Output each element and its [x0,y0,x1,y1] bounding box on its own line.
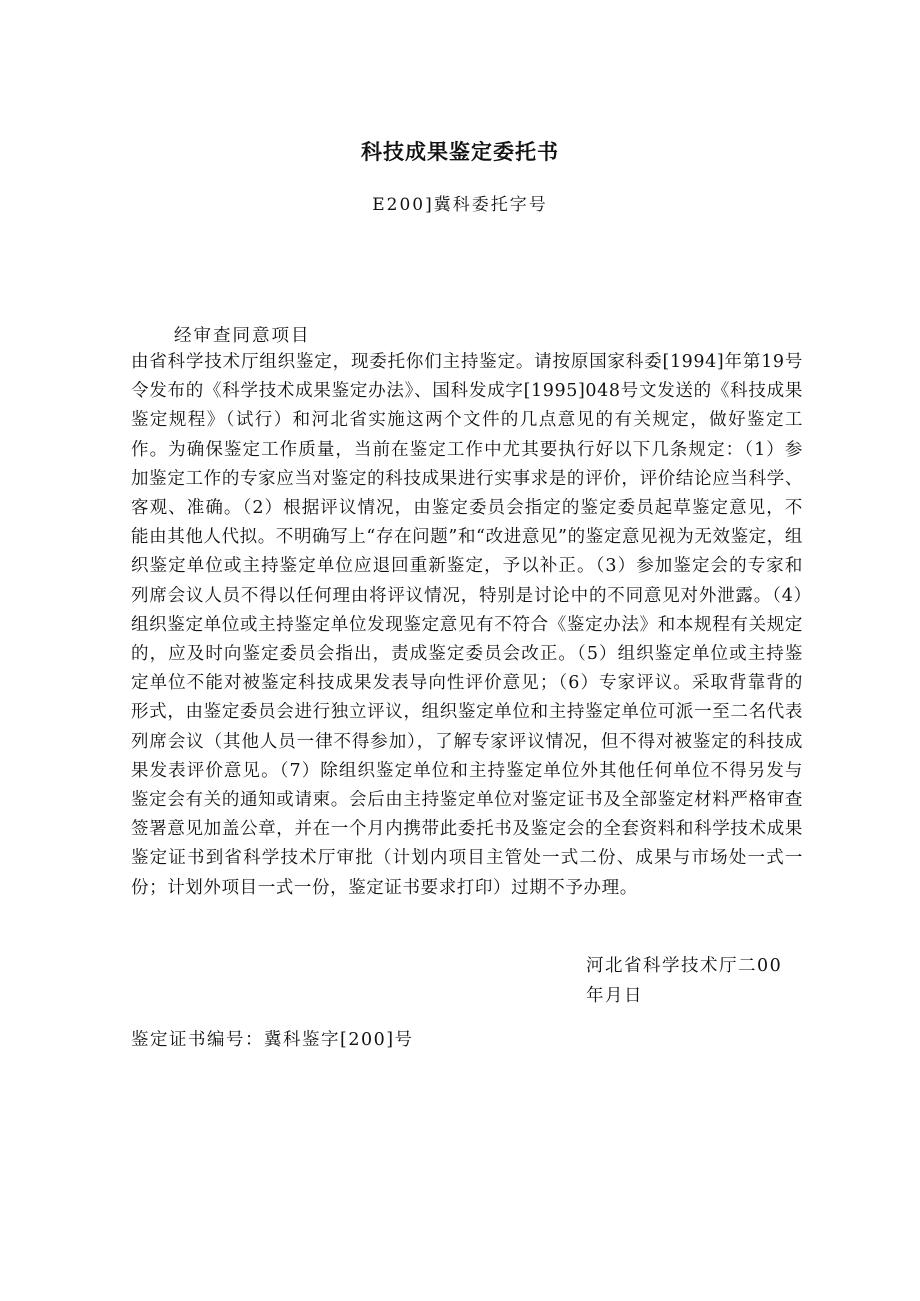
document-title: 科技成果鉴定委托书 [361,139,559,164]
opening-line: 经审查同意项目 [174,326,311,346]
date-line: 年月日 [586,985,643,1006]
certificate-number: 鉴定证书编号：冀科鉴字[200]号 [131,1030,414,1050]
signature-block [586,952,816,1011]
body-paragraph: 由省科学技术厅组织鉴定，现委托你们主持鉴定。请按原国家科委[1994]年第19号令发布的《科学技术成果鉴定办法》、国科发成字[1995]048号文发送的《科技成果鉴定规程》（试行）和河北省实施这两个文件的几点意见的有关规定，做好鉴定工作。为确保鉴定工作质量，当前在鉴定工作中尤其要执行好以下几条规定：（1）参加鉴定工作的专家应当对鉴定的科技成果进行实事求是的评价，评价结论应当科学、客观、准确。（2）根据评议情况，由鉴定委员会指定的鉴定委员起草鉴定意见，不能由其他人代拟。不明确写上“存在问题”和“改进意见”的鉴定意见视为无效鉴定，组织鉴定单位或主持鉴定单位应退回重新鉴定，予以补正。（3）参加鉴定会的专家和列席会议人员不得以任何理由将评议情况，特别是讨论中的不同意见对外泄露。（4）组织鉴定单位或主持鉴定单位发现鉴定意见有不符合《鉴定办法》和本规程有关规定的，应及时向鉴定委员会指出，责成鉴定委员会改正。（5）组织鉴定单位或主持鉴定单位不能对被鉴定科技成果发表导向性评价意见；（6）专家评议。采取背靠背的形式，由鉴定委员会进行独立评议，组织鉴定单位和主持鉴定单位可派一至二名代表列席会议（其他人员一律不得参加），了解专家评议情况，但不得对被鉴定的科技成果发表评价意见。（7）除组织鉴定单位和主持鉴定单位外其他任何单位不得另发与鉴定会有关的通知或请柬。会后由主持鉴定单位对鉴定证书及全部鉴定材料严格审查签署意见加盖公章，并在一个月内携带此委托书及鉴定会的全套资料和科学技术成果鉴定证书到省科学技术厅审批（计划内项目主管处一式二份、成果与市场处一式一份；计划外项目一式一份，鉴定证书要求打印）过期不予办理。 [131,352,803,898]
document-number: E200]冀科委托字号 [372,195,548,215]
issuer-line: 河北省科学技术厅二00 [586,956,783,976]
